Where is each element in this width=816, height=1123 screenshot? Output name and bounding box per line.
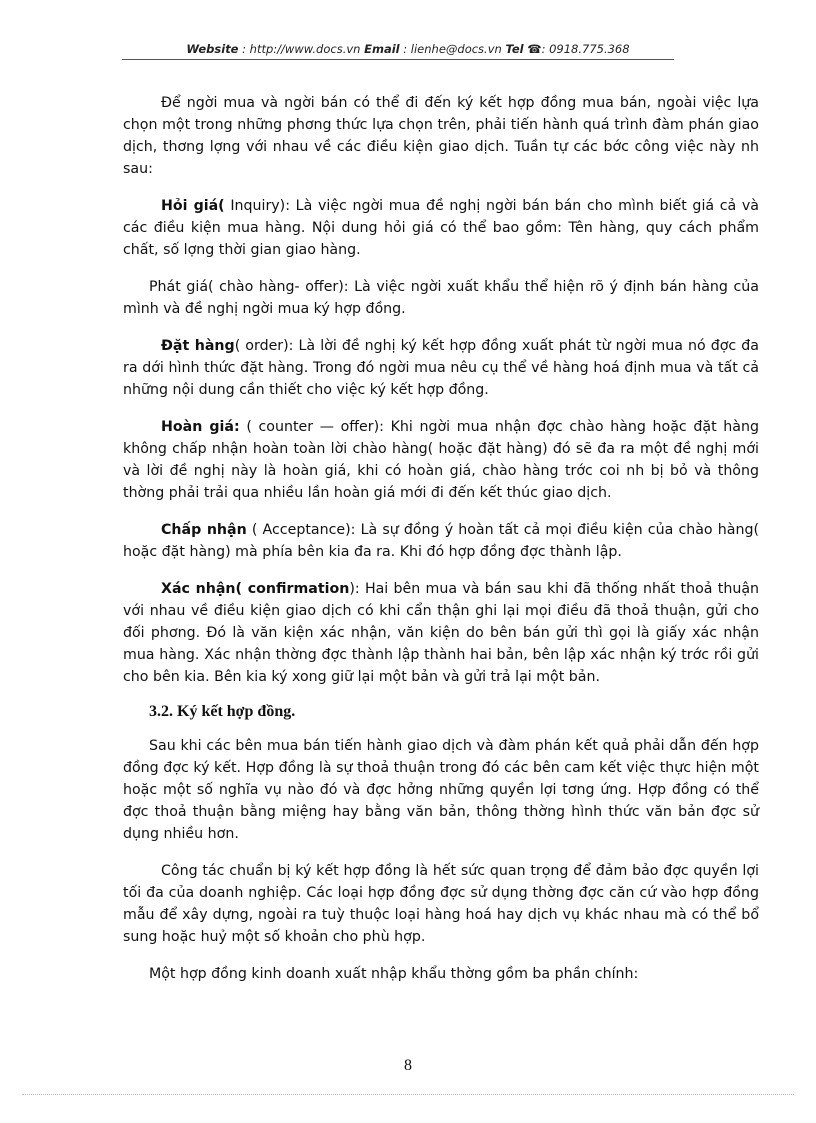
document-body xyxy=(123,92,759,1000)
term-counter-offer: Hoàn giá: xyxy=(161,419,240,435)
tel-value: : 0918.775.368 xyxy=(541,42,630,56)
page-header xyxy=(0,42,816,56)
paragraph-contract-parts: Một hợp đồng kinh doanh xuất nhập khẩu thờng gồm ba phần chính: xyxy=(149,966,639,982)
website-label: Website xyxy=(186,42,239,56)
term-inquiry: Hỏi giá( xyxy=(161,198,225,214)
page-number: 8 xyxy=(404,1057,412,1074)
confirmation-text: ): Hai bên mua và bán sau khi đã thống nhất thoả thuận với nhau về điều kiện giao dịch có khi cẩn thận ghi lại mọi điều đã thoả thuận, gửi cho đối phơng. Đó là văn kiện xác nhận, văn kiện do bên bán gửi thì gọi là giấy xác nhận mua hàng. Xác nhận thờng đợc thành lập thành hai bản, bên lập xác nhận ký trớc rồi gửi cho bên kia. Bên kia ký xong giữ lại một bản và gửi trả lại một bản. xyxy=(123,581,760,685)
paragraph-offer: Phát giá( chào hàng- offer): Là việc ngời xuất khẩu thể hiện rõ ý định bán hàng của mình và đề nghị ngời mua ký hợp đồng. xyxy=(123,279,759,317)
term-confirmation: Xác nhận( confirmation xyxy=(161,581,350,597)
inquiry-text: Inquiry): Là việc ngời mua đề nghị ngời bán bán cho mình biết giá cả và các điều kiện mua hàng. Nội dung hỏi giá có thể bao gồm: Tên hàng, quy cách phẩm chất, số lợng thời gian giao hàng. xyxy=(123,198,760,258)
term-acceptance: Chấp nhận xyxy=(161,522,247,538)
paragraph-intro: Để ngời mua và ngời bán có thể đi đến ký kết hợp đồng mua bán, ngoài việc lựa chọn một trong những phơng thức lựa chọn trên, phải tiến hành quá trình đàm phán giao dịch, thơng lợng với nhau về các điều kiện giao dịch. Tuần tự các bớc công việc này nh sau: xyxy=(123,95,759,177)
tel-label: Tel xyxy=(505,42,524,56)
paragraph-acceptance xyxy=(123,519,759,563)
paragraph-contract-signing: Sau khi các bên mua bán tiến hành giao dịch và đàm phán kết quả phải dẫn đến hợp đồng đợc ký kết. Hợp đồng là sự thoả thuận trong đó các bên cam kết việc thực hiện một hoặc một số nghĩa vụ nào đó và đợc hởng những quyền lợi tơng ứng. Hợp đồng có thể đợc thoả thuận bằng miệng hay bằng văn bản, thông thờng hình thức văn bản đợc sử dụng nhiều hơn. xyxy=(123,738,759,842)
order-text: ( order): Là lời đề nghị ký kết hợp đồng xuất phát từ ngời mua nó đợc đa ra dới hình thức đặt hàng. Trong đó ngời mua nêu cụ thể về hàng hoá định mua và tất cả những nội dung cần thiết cho việc ký kết hợp đồng. xyxy=(123,338,759,398)
counter-offer-text: ( counter — offer): Khi ngời mua nhận đợc chào hàng hoặc đặt hàng không chấp nhận hoàn toàn lời chào hàng( hoặc đặt hàng) đó sẽ đa ra một đề nghị mới và lời đề nghị này là hoàn giá, khi có hoàn giá, chào hàng trớc coi nh bị bỏ và thông thờng phải trải qua nhiều lần hoàn giá mới đi đến kết thúc giao dịch. xyxy=(123,419,759,501)
website-value: : http://www.docs.vn xyxy=(242,42,361,56)
header-divider xyxy=(122,59,674,60)
acceptance-text: ( Acceptance): Là sự đồng ý hoàn tất cả mọi điều kiện của chào hàng( hoặc đặt hàng) mà phía bên kia đa ra. Khi đó hợp đồng đợc thành lập. xyxy=(123,522,759,560)
phone-icon: ☎ xyxy=(527,42,542,56)
section-heading: 3.2. Ký kết hợp đồng. xyxy=(149,703,296,720)
paragraph-preparation: Công tác chuẩn bị ký kết hợp đồng là hết sức quan trọng để đảm bảo đợc quyền lợi tối đa của doanh nghiệp. Các loại hợp đồng đợc sử dụng thờng đợc căn cứ vào hợp đồng mẫu để xây dựng, ngoài ra tuỳ thuộc loại hàng hoá hay dịch vụ khác nhau mà có thể bổ sung hoặc huỷ một số khoản cho phù hợp. xyxy=(123,863,759,945)
paragraph-counter-offer xyxy=(123,416,759,504)
paragraph-inquiry xyxy=(123,195,759,261)
paragraph-order xyxy=(123,335,759,401)
term-order: Đặt hàng xyxy=(161,338,235,354)
email-value: : lienhe@docs.vn xyxy=(403,42,502,56)
footer-divider xyxy=(22,1094,794,1095)
email-label: Email xyxy=(364,42,400,56)
paragraph-confirmation xyxy=(123,578,759,688)
